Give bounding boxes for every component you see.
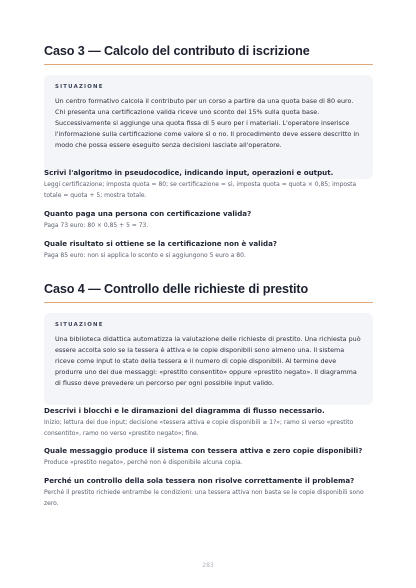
answer: Leggi certificazione; imposta quota = 80; se certificazione = sì, imposta quota = quota × 0,85; imposta totale = quota + 5; mostra totale.	[44, 181, 357, 199]
case-4-title: Caso 4 — Controllo delle richieste di prestito	[44, 282, 309, 296]
question: Quanto paga una persona con certificazione valida?	[44, 209, 252, 218]
question: Quale risultato si ottiene se la certificazione non è valida?	[44, 239, 277, 248]
case-4-divider	[44, 302, 373, 303]
answer: Produce «prestito negato», perché non è disponibile alcuna copia.	[44, 459, 243, 466]
qa-item	[44, 446, 373, 469]
answer: Inizio; lettura dei due input; decisione «tessera attiva e copie disponibili ≥ 1?»; ramo sì verso «prestito consentito», ramo no verso «prestito negato»; fine.	[44, 419, 354, 437]
case-3-divider	[44, 64, 373, 65]
answer: Perché il prestito richiede entrambe le condizioni: una tessera attiva non basta se le copie disponibili sono zero.	[44, 489, 364, 507]
case-3-title: Caso 3 — Calcolo del contributo di iscrizione	[44, 44, 310, 58]
case-4-section	[44, 282, 373, 303]
case-4-situation-box	[44, 313, 373, 405]
question: Scrivi l'algoritmo in pseudocodice, indicando input, operazioni e output.	[44, 168, 334, 177]
situation-label: SITUAZIONE	[55, 322, 104, 328]
situation-text: Una biblioteca didattica automatizza la valutazione delle richieste di prestito. Una richiesta può essere accolta solo se la tessera è attiva e le copie disponibili sono almeno una. Il sistema riceve come input lo stato della tessera e il numero di copie disponibili. Al termine deve produrre uno dei due messaggi: «prestito consentito» oppure «prestito negato». Il diagramma di flusso deve prevedere un percorso per ogni possibile input valido.	[55, 335, 361, 388]
qa-item	[44, 476, 373, 509]
situation-label: SITUAZIONE	[55, 84, 104, 90]
situation-text: Un centro formativo calcola il contributo per un corso a partire da una quota base di 80 euro. Chi presenta una certificazione valida riceve uno sconto del 15% sulla quota base. Successivamente si aggiunge una quota fissa di 5 euro per i materiali. L'operatore inserisce l'informazione sulla certificazione come valore sì o no. Il procedimento deve essere descritto in modo che possa essere eseguito senza decisioni lasciate all'operatore.	[55, 97, 360, 150]
answer: Paga 85 euro: non si applica lo sconto e si aggiungono 5 euro a 80.	[44, 252, 246, 259]
case-3-section	[44, 44, 373, 65]
page-number: 283	[202, 562, 214, 569]
question: Perché un controllo della sola tessera non risolve correttamente il problema?	[44, 476, 355, 485]
qa-item	[44, 239, 373, 262]
question: Quale messaggio produce il sistema con tessera attiva e zero copie disponibili?	[44, 446, 363, 455]
qa-item	[44, 168, 373, 201]
qa-item	[44, 406, 373, 439]
question: Descrivi i blocchi e le diramazioni del diagramma di flusso necessario.	[44, 406, 325, 415]
case-3-situation-box	[44, 75, 373, 179]
qa-item	[44, 209, 373, 232]
answer: Paga 73 euro: 80 × 0,85 + 5 = 73.	[44, 222, 149, 229]
